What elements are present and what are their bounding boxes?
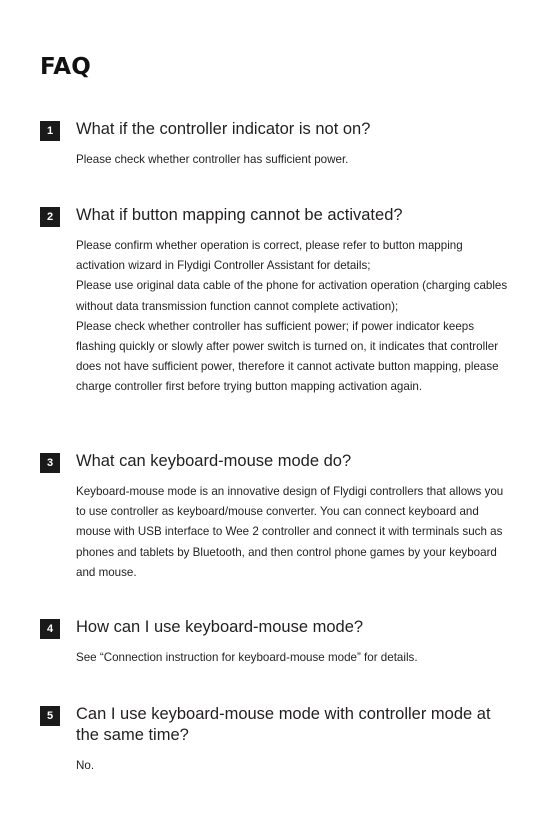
number-badge: 5: [40, 706, 60, 726]
question-heading: Can I use keyboard-mouse mode with controller mode at the same time?: [76, 705, 491, 744]
answer-text: [76, 236, 508, 398]
answer-text: [76, 756, 508, 776]
question-heading: What if the controller indicator is not on?: [76, 120, 371, 138]
answer-paragraph: Please check whether controller has sufficient power.: [76, 153, 349, 166]
answer-paragraph: Keyboard-mouse mode is an innovative design of Flydigi controllers that allows you to use controller as keyboard/mouse converter. You can connect keyboard and mouse with USB interface to Wee 2 controller and connect it with terminals such as phones and tablets by Bluetooth, and then control phone games by your keyboard and mouse.: [76, 485, 504, 579]
answer-paragraph: Please check whether controller has sufficient power; if power indicator keeps flashing quickly or slowly after power switch is turned on, it indicates that controller does not have sufficient power, therefore it cannot activate button mapping, please charge controller first before trying button mapping activation again.: [76, 319, 499, 394]
question-heading: What can keyboard-mouse mode do?: [76, 452, 352, 470]
number-badge: 4: [40, 619, 60, 639]
question-heading: How can I use keyboard-mouse mode?: [76, 618, 364, 636]
answer-text: [76, 150, 508, 170]
number-badge: 1: [40, 121, 60, 141]
answer-paragraph: Please confirm whether operation is correct, please refer to button mapping activation wizard in Flydigi Controller Assistant for details;: [76, 239, 463, 273]
answer-paragraph: See “Connection instruction for keyboard-mouse mode” for details.: [76, 651, 418, 664]
page-title: FAQ: [40, 54, 92, 80]
answer-text: [76, 648, 508, 668]
question-heading: What if button mapping cannot be activated?: [76, 206, 403, 224]
answer-paragraph: Please use original data cable of the phone for activation operation (charging cables without data transmission function cannot complete activation);: [76, 279, 508, 313]
answer-paragraph: No.: [76, 759, 95, 772]
number-badge: 3: [40, 453, 60, 473]
number-badge: 2: [40, 207, 60, 227]
answer-text: [76, 482, 508, 583]
